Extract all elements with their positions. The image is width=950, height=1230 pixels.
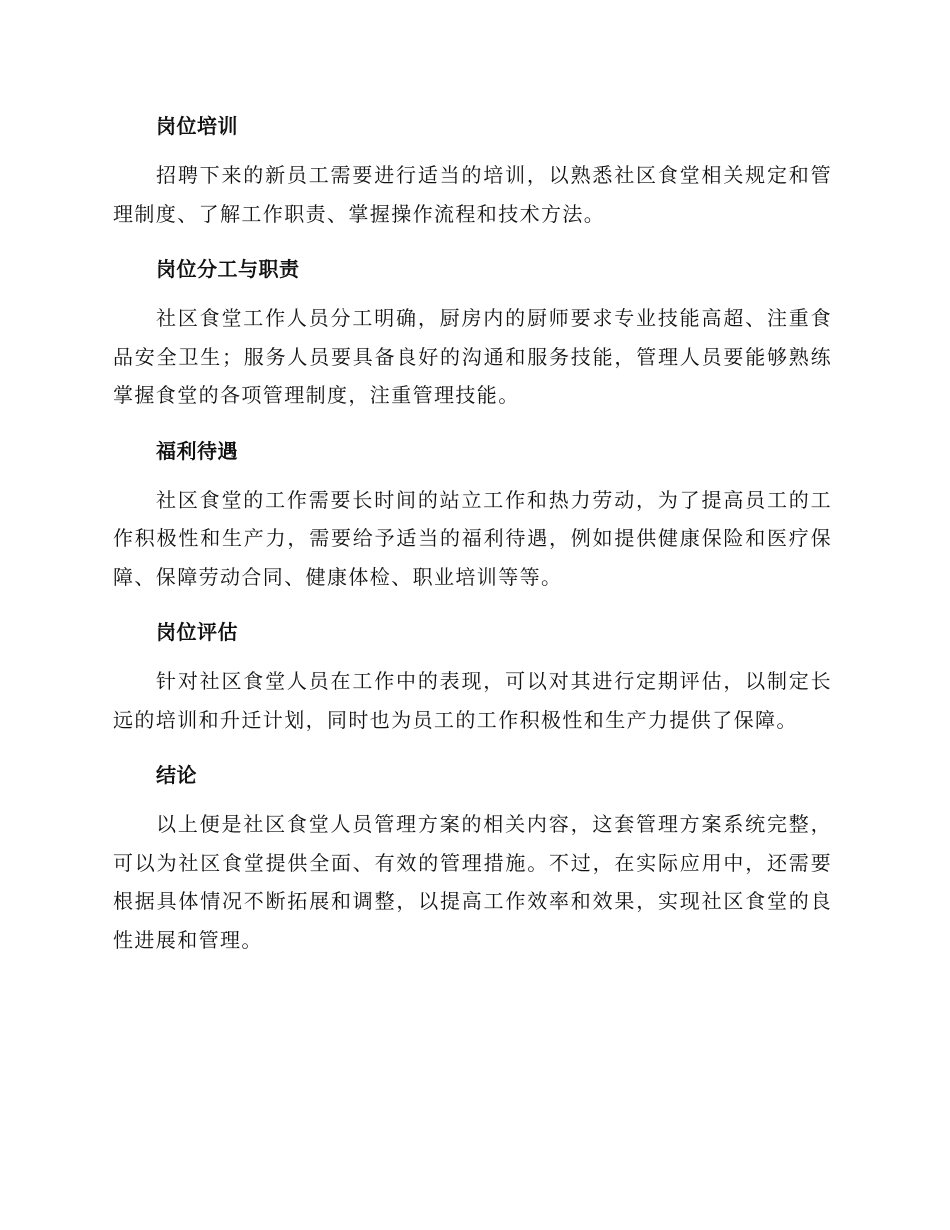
- section-paragraph: 社区食堂的工作需要长时间的站立工作和热力劳动，为了提高员工的工作积极性和生产力，需要给予适当的福利待遇，例如提供健康保险和医疗保障、保障劳动合同、健康体检、职业培训等等。: [113, 487, 832, 589]
- section-division-of-duties: [113, 253, 832, 415]
- section-paragraph: 社区食堂工作人员分工明确，厨房内的厨师要求专业技能高超、注重食品安全卫生；服务人员要具备良好的沟通和服务技能，管理人员要能够熟练掌握食堂的各项管理制度，注重管理技能。: [113, 306, 832, 407]
- section-heading: 福利待遇: [156, 438, 238, 463]
- section-benefits: [113, 435, 832, 597]
- section-paragraph: 针对社区食堂人员在工作中的表现，可以对其进行定期评估，以制定长远的培训和升迁计划，同时也为员工的工作积极性和生产力提供了保障。: [113, 669, 832, 732]
- section-training: [113, 110, 832, 233]
- section-paragraph: 招聘下来的新员工需要进行适当的培训，以熟悉社区食堂相关规定和管理制度、了解工作职责、掌握操作流程和技术方法。: [113, 163, 832, 226]
- section-heading: 岗位评估: [156, 620, 238, 644]
- section-heading: 岗位分工与职责: [156, 257, 300, 281]
- section-paragraph: 以上便是社区食堂人员管理方案的相关内容，这套管理方案系统完整，可以为社区食堂提供全面、有效的管理措施。不过，在实际应用中，还需要根据具体情况不断拓展和调整，以提高工作效率和效果，实现社区食堂的良性进展和管理。: [113, 812, 832, 952]
- section-evaluation: [113, 616, 832, 739]
- section-heading: 岗位培训: [156, 114, 238, 138]
- section-heading: 结论: [156, 763, 197, 787]
- section-conclusion: [113, 759, 832, 959]
